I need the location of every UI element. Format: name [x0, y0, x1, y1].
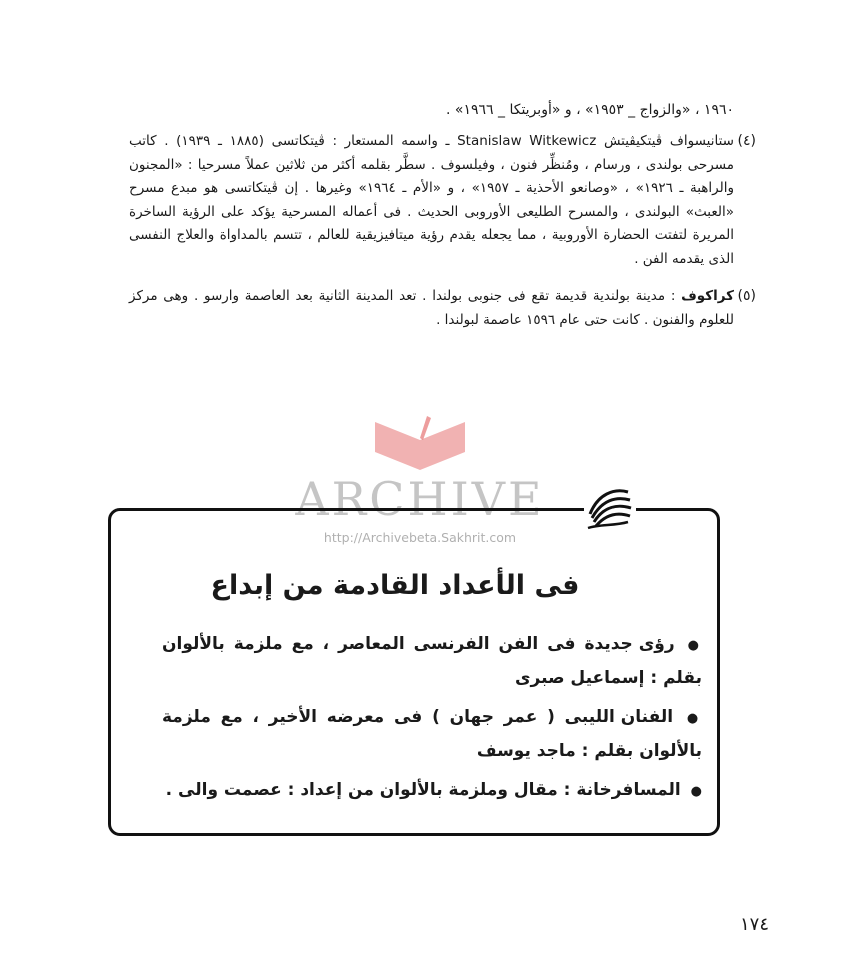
box-item-text: الفنان الليبى ( عمر جهان ) فى معرضه الأخير ، مع ملزمة بالألوان بقلم : ماجد يوسف [162, 707, 702, 761]
page-number: ١٧٤ [740, 914, 770, 935]
footnote-text: ـ واسمه المستعار : ڤيتكاتسى (١٨٨٥ ـ ١٩٣٩) . كاتب مسرحى بولندى ، ورسام ، ومُنظِّر فنون ، وفيلسوف . سطَّر بقلمه أكثر من ثلاثين عملاً مسرحيا : «المجنون والراهبة ـ ١٩٢٦» ، «وصانعو الأحذية ـ ١٩٥٧» ، و «الأم ـ ١٩٦٤» وغيرها . إن ڤيتكاتسى هو مبدع مسرح «العبث» البولندى ، والمسرح الطليعى الأوروبى الحديث . فى أعماله المسرحية يؤكد على الرؤية الساخرة المريرة لتفتت الحضارة الأوروبية ، مما يجعله يقدم رؤية ميتافيزيقية للعالم ، تتسم بالمداواة والعلاج النفسى الذى يقدمه الفن . [129, 133, 734, 267]
footnote-list [129, 130, 756, 332]
watermark-url: http://Archivebeta.Sakhrit.com [323, 530, 517, 545]
footnote-term: كراكوف [681, 288, 734, 304]
footnote-text: : مدينة بولندية قديمة تقع فى جنوبى بولندا . تعد المدينة الثانية بعد العاصمة وارسو . وهى مركز للعلوم والفنون . كانت حتى عام ١٥٩٦ عاصمة لبولندا . [129, 288, 734, 328]
box-item [162, 774, 702, 808]
footnote-4 [129, 130, 756, 271]
ibdaa-logo-icon [584, 484, 636, 534]
footnote-name-arabic: ستانيسواف ڤيتكيڤيتش [603, 133, 734, 149]
bullet-icon: ● [687, 638, 703, 653]
footnote-number: (٤) [737, 133, 756, 149]
footnote-5 [129, 285, 756, 332]
box-item [162, 628, 702, 695]
footnote-number: (٥) [737, 288, 756, 304]
box-item [162, 701, 702, 768]
book-logo-icon [365, 412, 475, 474]
box-heading: فى الأعداد القادمة من إبداع [210, 570, 580, 601]
footnote-continuation: ١٩٦٠ ، «والزواج _ ١٩٥٣» ، و «أوبريتكا _ ١٩٦٦» . [446, 102, 734, 118]
box-items-list [162, 628, 702, 814]
bullet-icon: ● [690, 784, 702, 799]
watermark-title: ARCHIVE [295, 472, 545, 526]
box-item-text: رؤى جديدة فى الفن الفرنسى المعاصر ، مع ملزمة بالألوان بقلم : إسماعيل صبرى [162, 634, 702, 688]
box-item-text: المسافرخانة : مقال وملزمة بالألوان من إعداد : عصمت والى . [165, 780, 681, 800]
footnote-name-latin: Stanislaw Witkewicz [457, 133, 597, 149]
bullet-icon: ● [686, 711, 703, 726]
